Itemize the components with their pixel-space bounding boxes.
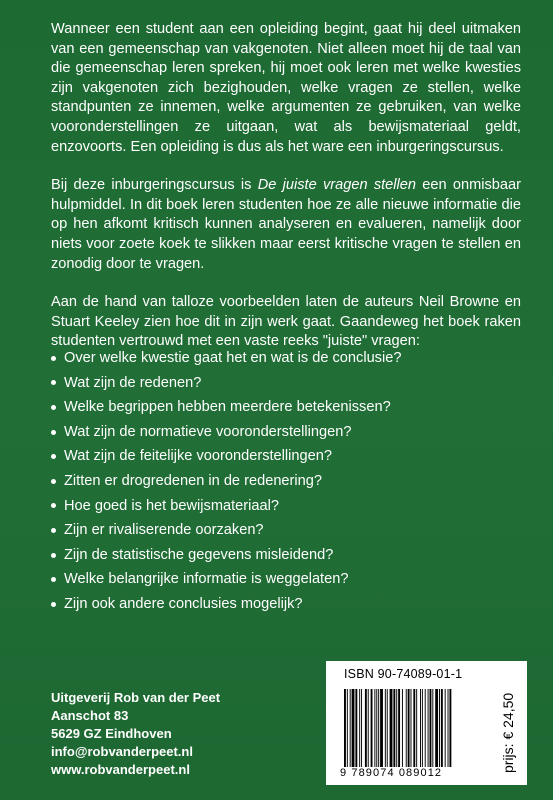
list-item xyxy=(51,420,521,445)
barcode-digits: 9 789074 089012 xyxy=(340,767,443,779)
publisher-address xyxy=(51,689,220,779)
bullet-icon xyxy=(51,454,56,459)
publisher-name: Uitgeverij Rob van der Peet xyxy=(51,690,221,705)
paragraph-course xyxy=(51,176,521,274)
question-text: Zijn de statistische gegevens misleidend? xyxy=(64,546,334,563)
list-item xyxy=(51,518,521,543)
bullet-icon xyxy=(51,479,56,484)
bullet-icon xyxy=(51,503,56,508)
bullet-icon xyxy=(51,356,56,361)
list-item xyxy=(51,567,521,592)
list-item xyxy=(51,444,521,469)
paragraph-course-rest: In dit boek leren studenten hoe ze alle nieuwe informatie die op hen afkomt kritisch kunnen analyseren en evalueren, namelijk door niets voor zoete koek te slikken maar eerst kritische vragen te stellen en zonodig door te vragen. xyxy=(51,196,521,272)
publisher-email: info@robvanderpeet.nl xyxy=(51,744,193,759)
list-item xyxy=(51,543,521,568)
question-text: Zitten er drogredenen in de redenering? xyxy=(64,472,322,489)
bullet-icon xyxy=(51,380,56,385)
question-text: Wat zijn de feitelijke vooronderstellingen? xyxy=(64,448,332,465)
paragraph-course-mid: een onmisbaar hulpmiddel. xyxy=(51,177,522,213)
barcode-panel xyxy=(326,661,527,785)
publisher-website: www.robvanderpeet.nl xyxy=(51,762,190,777)
bullet-icon xyxy=(51,602,56,607)
list-item xyxy=(51,592,521,617)
list-item xyxy=(51,469,521,494)
bullet-icon xyxy=(51,430,56,435)
bullet-icon xyxy=(51,577,56,582)
price-label: prijs: € 24,50 xyxy=(500,692,516,773)
publisher-city: 5629 GZ Eindhoven xyxy=(51,726,172,741)
isbn-label: ISBN 90-74089-01-1 xyxy=(344,667,463,681)
paragraph-intro: Wanneer een student aan een opleiding begint, gaat hij deel uitmaken van een gemeenschap van vakgenoten. Niet alleen moet hij de taal van die gemeenschap leren spreken, hij moet ook leren met welke kwesties zijn vakgenoten zich bezighouden, welke vragen ze stellen, welke standpunten ze innemen, welke argumenten ze gebruiken, van welke vooronderstellingen ze uitgaan, wat als bewijsmateriaal geldt, enzovoorts. Een opleiding is dus als het ware een inburgeringscursus. xyxy=(51,21,521,155)
bullet-icon xyxy=(51,553,56,558)
question-text: Wat zijn de redenen? xyxy=(64,374,202,391)
question-text: Zijn ook andere conclusies mogelijk? xyxy=(64,595,303,612)
question-text: Wat zijn de normatieve vooronderstellingen? xyxy=(64,423,352,440)
blurb-text xyxy=(51,20,521,371)
question-list xyxy=(51,346,521,617)
list-item xyxy=(51,494,521,519)
question-text: Welke belangrijke informatie is weggelaten? xyxy=(64,571,349,588)
question-text: Welke begrippen hebben meerdere betekenissen? xyxy=(64,399,391,416)
question-text: Over welke kwestie gaat het en wat is de conclusie? xyxy=(64,350,402,366)
bullet-icon xyxy=(51,405,56,410)
question-text: Hoe goed is het bewijsmateriaal? xyxy=(64,497,279,514)
publisher-street: Aanschot 83 xyxy=(51,708,129,723)
bullet-icon xyxy=(51,528,56,533)
question-text: Zijn er rivaliserende oorzaken? xyxy=(64,522,264,539)
paragraph-authors: Aan de hand van talloze voorbeelden laten de auteurs Neil Browne en Stuart Keeley zien hoe dit in zijn werk gaat. Gaandeweg het boek raken studenten vertrouwd met een vaste reeks "juiste" vragen: xyxy=(51,294,521,350)
book-title: De juiste vragen stellen xyxy=(257,177,417,194)
paragraph-course-lead: Bij deze inburgeringscursus is xyxy=(51,177,258,194)
list-item xyxy=(51,371,521,396)
barcode-icon xyxy=(344,689,487,767)
list-item xyxy=(51,395,521,420)
list-item xyxy=(51,346,521,371)
